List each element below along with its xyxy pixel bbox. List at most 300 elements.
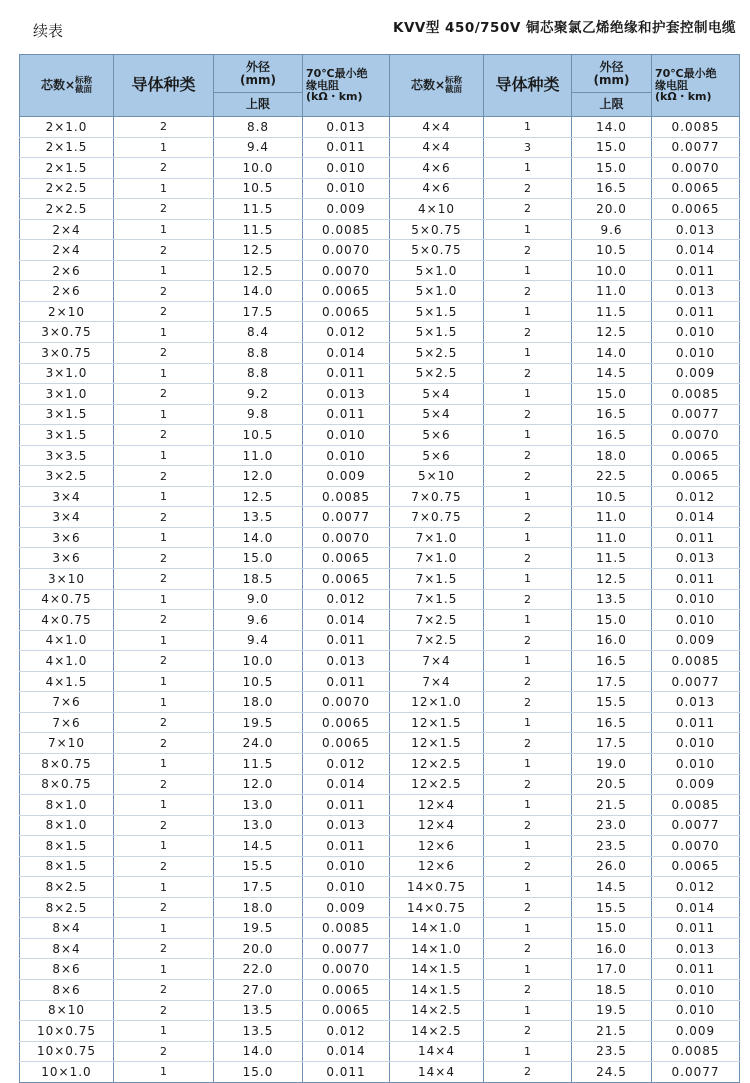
outer-diameter-cell: 27.0 (214, 979, 303, 1000)
header-outer-diameter: 外径 (mm) (214, 55, 303, 93)
conductor-cell: 2 (484, 856, 572, 877)
insulation-resistance-cell: 0.009 (303, 466, 390, 487)
outer-diameter-cell: 11.5 (572, 548, 652, 569)
cores-cell: 7×4 (390, 651, 484, 672)
insulation-resistance-cell: 0.011 (303, 363, 390, 384)
insulation-resistance-cell: 0.010 (652, 589, 740, 610)
insulation-resistance-cell: 0.014 (652, 240, 740, 261)
cores-cell: 12×1.5 (390, 733, 484, 754)
insulation-resistance-cell: 0.0077 (303, 938, 390, 959)
insulation-resistance-cell: 0.0065 (652, 856, 740, 877)
cores-cell: 14×4 (390, 1041, 484, 1062)
conductor-cell: 1 (114, 363, 214, 384)
conductor-cell: 1 (114, 1062, 214, 1083)
outer-diameter-cell: 13.0 (214, 815, 303, 836)
insulation-resistance-cell: 0.0070 (303, 527, 390, 548)
table-row (20, 219, 740, 240)
cores-cell: 2×6 (20, 281, 114, 302)
conductor-cell: 1 (484, 527, 572, 548)
cores-cell: 2×10 (20, 301, 114, 322)
cores-cell: 2×1.5 (20, 137, 114, 158)
conductor-cell: 2 (114, 548, 214, 569)
conductor-cell: 2 (114, 343, 214, 364)
outer-diameter-cell: 14.0 (214, 527, 303, 548)
cores-cell: 8×10 (20, 1000, 114, 1021)
conductor-cell: 2 (114, 610, 214, 631)
insulation-resistance-cell: 0.014 (652, 507, 740, 528)
cores-cell: 10×0.75 (20, 1021, 114, 1042)
insulation-resistance-cell: 0.010 (303, 178, 390, 199)
cores-cell: 4×4 (390, 137, 484, 158)
cores-cell: 5×4 (390, 384, 484, 405)
conductor-cell: 2 (114, 712, 214, 733)
outer-diameter-cell: 10.5 (214, 425, 303, 446)
conductor-cell: 2 (114, 1041, 214, 1062)
outer-diameter-cell: 10.5 (214, 671, 303, 692)
insulation-resistance-cell: 0.0065 (303, 548, 390, 569)
insulation-resistance-cell: 0.011 (652, 712, 740, 733)
insulation-resistance-cell: 0.010 (303, 877, 390, 898)
table-row (20, 240, 740, 261)
insulation-resistance-cell: 0.010 (652, 979, 740, 1000)
insulation-resistance-cell: 0.0085 (652, 384, 740, 405)
insulation-resistance-cell: 0.0070 (303, 959, 390, 980)
insulation-resistance-cell: 0.009 (652, 630, 740, 651)
insulation-resistance-cell: 0.0085 (303, 219, 390, 240)
table-row (20, 486, 740, 507)
insulation-resistance-cell: 0.009 (652, 1021, 740, 1042)
outer-diameter-cell: 10.5 (572, 240, 652, 261)
page-subtitle: 续表 (33, 22, 64, 40)
cores-cell: 8×2.5 (20, 877, 114, 898)
outer-diameter-cell: 24.0 (214, 733, 303, 754)
table-row (20, 610, 740, 631)
insulation-resistance-cell: 0.009 (303, 199, 390, 220)
outer-diameter-cell: 11.5 (214, 219, 303, 240)
insulation-resistance-cell: 0.0085 (652, 795, 740, 816)
table-row (20, 404, 740, 425)
outer-diameter-cell: 14.5 (572, 877, 652, 898)
conductor-cell: 2 (484, 1021, 572, 1042)
conductor-cell: 1 (484, 753, 572, 774)
insulation-resistance-cell: 0.0077 (652, 404, 740, 425)
outer-diameter-cell: 12.5 (572, 569, 652, 590)
outer-diameter-cell: 16.0 (572, 630, 652, 651)
cores-cell: 8×1.0 (20, 795, 114, 816)
outer-diameter-cell: 13.5 (572, 589, 652, 610)
header-cores: 芯数×标称 截面 (390, 55, 484, 117)
conductor-cell: 2 (484, 240, 572, 261)
conductor-cell: 2 (114, 158, 214, 179)
cores-cell: 8×0.75 (20, 753, 114, 774)
conductor-cell: 1 (114, 959, 214, 980)
conductor-cell: 1 (484, 219, 572, 240)
cores-cell: 3×1.0 (20, 363, 114, 384)
outer-diameter-cell: 14.0 (214, 281, 303, 302)
conductor-cell: 1 (114, 918, 214, 939)
cores-cell: 3×3.5 (20, 445, 114, 466)
cores-cell: 5×0.75 (390, 240, 484, 261)
outer-diameter-cell: 26.0 (572, 856, 652, 877)
table-row (20, 959, 740, 980)
outer-diameter-cell: 15.5 (572, 692, 652, 713)
cores-cell: 2×2.5 (20, 199, 114, 220)
cores-cell: 4×10 (390, 199, 484, 220)
conductor-cell: 2 (484, 589, 572, 610)
outer-diameter-cell: 13.5 (214, 1021, 303, 1042)
conductor-cell: 1 (114, 260, 214, 281)
table-row (20, 651, 740, 672)
outer-diameter-cell: 24.5 (572, 1062, 652, 1083)
conductor-cell: 2 (114, 569, 214, 590)
cores-cell: 3×4 (20, 486, 114, 507)
insulation-resistance-cell: 0.011 (652, 260, 740, 281)
insulation-resistance-cell: 0.014 (652, 897, 740, 918)
insulation-resistance-cell: 0.013 (652, 281, 740, 302)
insulation-resistance-cell: 0.011 (303, 836, 390, 857)
conductor-cell: 1 (484, 877, 572, 898)
conductor-cell: 2 (484, 199, 572, 220)
cores-cell: 5×2.5 (390, 363, 484, 384)
outer-diameter-cell: 23.0 (572, 815, 652, 836)
cores-cell: 12×6 (390, 856, 484, 877)
cores-cell: 2×4 (20, 219, 114, 240)
conductor-cell: 2 (484, 404, 572, 425)
insulation-resistance-cell: 0.009 (303, 897, 390, 918)
cores-cell: 12×1.0 (390, 692, 484, 713)
cores-cell: 5×4 (390, 404, 484, 425)
conductor-cell: 2 (114, 897, 214, 918)
outer-diameter-cell: 16.5 (572, 404, 652, 425)
table-row (20, 363, 740, 384)
cores-cell: 7×6 (20, 712, 114, 733)
conductor-cell: 2 (114, 117, 214, 138)
insulation-resistance-cell: 0.0070 (652, 158, 740, 179)
conductor-cell: 2 (484, 548, 572, 569)
outer-diameter-cell: 10.5 (572, 486, 652, 507)
insulation-resistance-cell: 0.013 (303, 651, 390, 672)
cores-cell: 2×1.5 (20, 158, 114, 179)
conductor-cell: 2 (114, 507, 214, 528)
conductor-cell: 2 (484, 281, 572, 302)
conductor-cell: 1 (114, 671, 214, 692)
outer-diameter-cell: 11.0 (572, 527, 652, 548)
insulation-resistance-cell: 0.011 (652, 959, 740, 980)
insulation-resistance-cell: 0.010 (652, 733, 740, 754)
conductor-cell: 2 (484, 363, 572, 384)
conductor-cell: 2 (114, 384, 214, 405)
table-row (20, 938, 740, 959)
cores-cell: 10×1.0 (20, 1062, 114, 1083)
conductor-cell: 2 (484, 671, 572, 692)
insulation-resistance-cell: 0.0065 (652, 445, 740, 466)
conductor-cell: 2 (114, 938, 214, 959)
cores-cell: 14×0.75 (390, 897, 484, 918)
conductor-cell: 1 (114, 589, 214, 610)
table-row (20, 589, 740, 610)
conductor-cell: 1 (114, 877, 214, 898)
table-row (20, 260, 740, 281)
cores-cell: 3×2.5 (20, 466, 114, 487)
table-row (20, 343, 740, 364)
insulation-resistance-cell: 0.011 (652, 301, 740, 322)
outer-diameter-cell: 9.6 (572, 219, 652, 240)
outer-diameter-cell: 20.5 (572, 774, 652, 795)
insulation-resistance-cell: 0.0065 (303, 979, 390, 1000)
conductor-cell: 1 (484, 836, 572, 857)
cores-cell: 7×1.5 (390, 589, 484, 610)
outer-diameter-cell: 13.0 (214, 795, 303, 816)
table-row (20, 569, 740, 590)
outer-diameter-cell: 8.4 (214, 322, 303, 343)
cores-cell: 14×2.5 (390, 1021, 484, 1042)
conductor-cell: 2 (484, 630, 572, 651)
insulation-resistance-cell: 0.012 (652, 877, 740, 898)
outer-diameter-cell: 23.5 (572, 1041, 652, 1062)
outer-diameter-cell: 22.0 (214, 959, 303, 980)
conductor-cell: 1 (484, 918, 572, 939)
outer-diameter-cell: 21.5 (572, 795, 652, 816)
cores-cell: 4×6 (390, 158, 484, 179)
insulation-resistance-cell: 0.0065 (652, 199, 740, 220)
outer-diameter-cell: 11.0 (214, 445, 303, 466)
cores-cell: 10×0.75 (20, 1041, 114, 1062)
conductor-cell: 2 (114, 425, 214, 446)
cores-cell: 3×0.75 (20, 343, 114, 364)
cores-cell: 4×1.0 (20, 630, 114, 651)
insulation-resistance-cell: 0.012 (303, 753, 390, 774)
conductor-cell: 1 (484, 795, 572, 816)
outer-diameter-cell: 14.0 (572, 117, 652, 138)
conductor-cell: 1 (484, 158, 572, 179)
cores-cell: 3×1.5 (20, 404, 114, 425)
cores-cell: 12×4 (390, 795, 484, 816)
insulation-resistance-cell: 0.012 (303, 1021, 390, 1042)
outer-diameter-cell: 17.5 (572, 733, 652, 754)
cores-cell: 5×1.0 (390, 281, 484, 302)
conductor-cell: 2 (114, 856, 214, 877)
cores-cell: 8×0.75 (20, 774, 114, 795)
table-row (20, 795, 740, 816)
header-outer-diameter: 外径 (mm) (572, 55, 652, 93)
conductor-cell: 2 (114, 651, 214, 672)
cores-cell: 5×6 (390, 425, 484, 446)
insulation-resistance-cell: 0.010 (652, 753, 740, 774)
conductor-cell: 1 (484, 384, 572, 405)
cores-cell: 5×1.5 (390, 301, 484, 322)
outer-diameter-cell: 18.0 (214, 897, 303, 918)
outer-diameter-cell: 12.5 (214, 260, 303, 281)
cores-cell: 5×1.5 (390, 322, 484, 343)
table-header (20, 55, 740, 117)
insulation-resistance-cell: 0.010 (303, 425, 390, 446)
cores-cell: 4×1.5 (20, 671, 114, 692)
outer-diameter-cell: 10.0 (572, 260, 652, 281)
insulation-resistance-cell: 0.013 (303, 815, 390, 836)
insulation-resistance-cell: 0.013 (303, 117, 390, 138)
table-row (20, 712, 740, 733)
conductor-cell: 2 (484, 445, 572, 466)
conductor-cell: 1 (114, 404, 214, 425)
outer-diameter-cell: 15.0 (572, 610, 652, 631)
conductor-cell: 2 (484, 979, 572, 1000)
insulation-resistance-cell: 0.009 (652, 363, 740, 384)
table-row (20, 384, 740, 405)
table-row (20, 445, 740, 466)
insulation-resistance-cell: 0.0085 (303, 486, 390, 507)
cores-cell: 8×1.5 (20, 856, 114, 877)
cores-cell: 3×1.5 (20, 425, 114, 446)
insulation-resistance-cell: 0.010 (652, 1000, 740, 1021)
table-row (20, 527, 740, 548)
table-row (20, 281, 740, 302)
outer-diameter-cell: 10.0 (214, 158, 303, 179)
insulation-resistance-cell: 0.010 (303, 158, 390, 179)
table-row (20, 918, 740, 939)
cores-cell: 2×4 (20, 240, 114, 261)
header-insulation-resistance: 70℃最小绝 缘电阻 (kΩ・km) (652, 55, 740, 117)
cores-cell: 4×1.0 (20, 651, 114, 672)
outer-diameter-cell: 16.0 (572, 938, 652, 959)
table-body (20, 117, 740, 1083)
conductor-cell: 2 (484, 897, 572, 918)
header-conductor: 导体种类 (114, 55, 214, 117)
insulation-resistance-cell: 0.010 (303, 856, 390, 877)
conductor-cell: 2 (114, 733, 214, 754)
conductor-cell: 1 (484, 343, 572, 364)
insulation-resistance-cell: 0.0065 (303, 712, 390, 733)
header-conductor: 导体种类 (484, 55, 572, 117)
insulation-resistance-cell: 0.013 (652, 219, 740, 240)
table-row (20, 548, 740, 569)
outer-diameter-cell: 17.0 (572, 959, 652, 980)
conductor-cell: 1 (484, 959, 572, 980)
conductor-cell: 1 (484, 260, 572, 281)
outer-diameter-cell: 10.0 (214, 651, 303, 672)
table-row (20, 322, 740, 343)
cores-cell: 8×1.5 (20, 836, 114, 857)
outer-diameter-cell: 15.0 (214, 1062, 303, 1083)
header-upper-limit: 上限 (572, 93, 652, 117)
insulation-resistance-cell: 0.011 (652, 918, 740, 939)
outer-diameter-cell: 18.5 (214, 569, 303, 590)
table-row (20, 301, 740, 322)
conductor-cell: 2 (114, 466, 214, 487)
outer-diameter-cell: 9.2 (214, 384, 303, 405)
outer-diameter-cell: 19.5 (572, 1000, 652, 1021)
outer-diameter-cell: 19.0 (572, 753, 652, 774)
table-row (20, 199, 740, 220)
insulation-resistance-cell: 0.014 (303, 1041, 390, 1062)
outer-diameter-cell: 9.4 (214, 137, 303, 158)
insulation-resistance-cell: 0.0065 (652, 466, 740, 487)
outer-diameter-cell: 12.0 (214, 466, 303, 487)
conductor-cell: 1 (114, 322, 214, 343)
insulation-resistance-cell: 0.0070 (652, 425, 740, 446)
outer-diameter-cell: 16.5 (572, 425, 652, 446)
conductor-cell: 1 (114, 178, 214, 199)
table-row (20, 856, 740, 877)
cores-cell: 12×2.5 (390, 774, 484, 795)
cores-cell: 7×1.0 (390, 548, 484, 569)
outer-diameter-cell: 12.5 (214, 486, 303, 507)
conductor-cell: 2 (114, 240, 214, 261)
insulation-resistance-cell: 0.010 (652, 322, 740, 343)
conductor-cell: 1 (484, 569, 572, 590)
outer-diameter-cell: 9.0 (214, 589, 303, 610)
conductor-cell: 2 (484, 774, 572, 795)
insulation-resistance-cell: 0.0070 (303, 240, 390, 261)
outer-diameter-cell: 9.4 (214, 630, 303, 651)
conductor-cell: 1 (114, 137, 214, 158)
table-row (20, 1062, 740, 1083)
conductor-cell: 1 (114, 692, 214, 713)
conductor-cell: 2 (484, 322, 572, 343)
insulation-resistance-cell: 0.0085 (303, 918, 390, 939)
cable-spec-table (19, 54, 740, 1083)
cores-cell: 2×1.0 (20, 117, 114, 138)
conductor-cell: 1 (114, 219, 214, 240)
cores-cell: 2×2.5 (20, 178, 114, 199)
cores-cell: 8×4 (20, 918, 114, 939)
conductor-cell: 2 (484, 1062, 572, 1083)
outer-diameter-cell: 20.0 (214, 938, 303, 959)
insulation-resistance-cell: 0.011 (303, 137, 390, 158)
insulation-resistance-cell: 0.0077 (652, 671, 740, 692)
conductor-cell: 2 (484, 938, 572, 959)
cores-cell: 12×4 (390, 815, 484, 836)
table-row (20, 117, 740, 138)
table-row (20, 1041, 740, 1062)
table-row (20, 671, 740, 692)
conductor-cell: 1 (484, 651, 572, 672)
conductor-cell: 2 (114, 281, 214, 302)
cores-cell: 14×1.0 (390, 938, 484, 959)
insulation-resistance-cell: 0.0077 (652, 815, 740, 836)
insulation-resistance-cell: 0.011 (303, 671, 390, 692)
cores-cell: 14×0.75 (390, 877, 484, 898)
outer-diameter-cell: 13.5 (214, 1000, 303, 1021)
conductor-cell: 1 (114, 630, 214, 651)
cores-cell: 7×0.75 (390, 486, 484, 507)
cores-cell: 7×2.5 (390, 630, 484, 651)
conductor-cell: 1 (114, 527, 214, 548)
cores-cell: 3×6 (20, 548, 114, 569)
outer-diameter-cell: 15.0 (572, 158, 652, 179)
table-row (20, 178, 740, 199)
insulation-resistance-cell: 0.014 (303, 610, 390, 631)
outer-diameter-cell: 15.0 (572, 384, 652, 405)
table-row (20, 425, 740, 446)
cores-cell: 8×1.0 (20, 815, 114, 836)
outer-diameter-cell: 17.5 (214, 877, 303, 898)
conductor-cell: 2 (114, 199, 214, 220)
cores-cell: 14×1.0 (390, 918, 484, 939)
outer-diameter-cell: 14.0 (572, 343, 652, 364)
conductor-cell: 2 (114, 774, 214, 795)
cores-cell: 14×1.5 (390, 979, 484, 1000)
page-title: KVV型 450/750V 铜芯聚氯乙烯绝缘和护套控制电缆 (393, 20, 736, 36)
outer-diameter-cell: 14.5 (214, 836, 303, 857)
cores-cell: 5×2.5 (390, 343, 484, 364)
insulation-resistance-cell: 0.0065 (652, 178, 740, 199)
cores-cell: 7×1.0 (390, 527, 484, 548)
cores-cell: 8×6 (20, 959, 114, 980)
outer-diameter-cell: 8.8 (214, 363, 303, 384)
insulation-resistance-cell: 0.0065 (303, 733, 390, 754)
insulation-resistance-cell: 0.010 (303, 445, 390, 466)
outer-diameter-cell: 22.5 (572, 466, 652, 487)
